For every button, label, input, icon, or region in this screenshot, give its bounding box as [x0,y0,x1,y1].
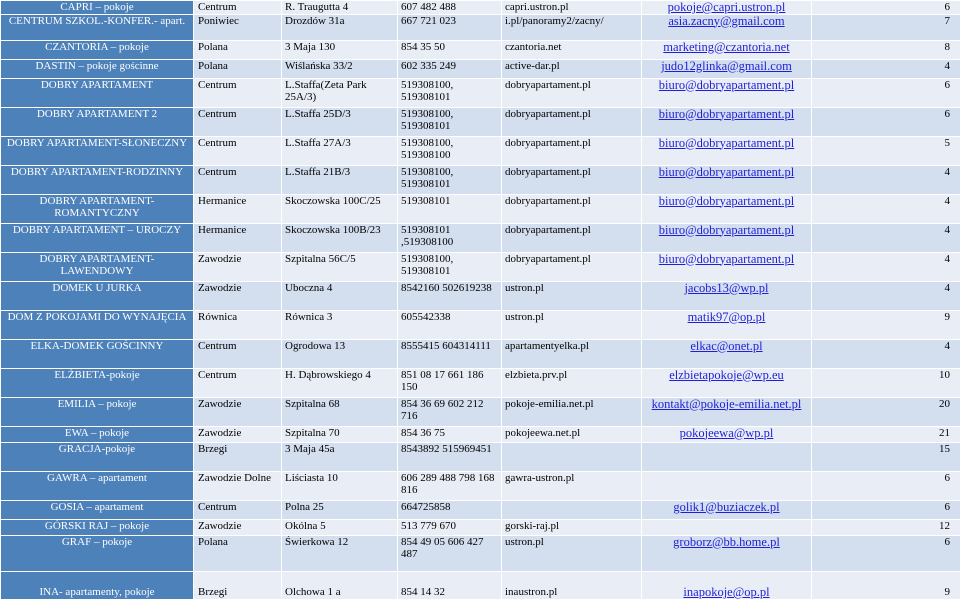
email-link[interactable]: biuro@dobryapartament.pl [658,223,795,237]
table-row [1,165,960,194]
row-phone: 519308100, 519308101 [398,252,502,281]
table-row [1,339,960,368]
row-name: GRACJA-pokoje [1,442,194,471]
email-link[interactable]: elzbietapokoje@wp.eu [669,368,784,382]
row-phone: 854 14 32 [398,571,502,599]
row-address: Uboczna 4 [282,281,398,310]
row-count: 15 [812,442,960,471]
row-address: Skoczowska 100C/25 [282,194,398,223]
email-link[interactable]: biuro@dobryapartament.pl [658,136,795,150]
row-name: DOBRY APARTAMENT-RODZINNY [1,165,194,194]
row-email-cell [642,281,812,310]
row-count: 4 [812,165,960,194]
row-phone: 854 35 50 [398,40,502,59]
row-count: 8 [812,40,960,59]
row-name: ELKA-DOMEK GOŚCINNY [1,339,194,368]
row-address: R. Traugutta 4 [282,1,398,15]
row-email-cell [642,397,812,426]
row-place: Centrum [194,368,282,397]
row-phone: 851 08 17 661 186 150 [398,368,502,397]
row-count: 6 [812,535,960,571]
row-phone: 854 49 05 606 427 487 [398,535,502,571]
row-name: ELŻBIETA-pokoje [1,368,194,397]
row-address: Polna 25 [282,500,398,519]
row-name: DOMEK U JURKA [1,281,194,310]
row-address: 3 Maja 45a [282,442,398,471]
row-count: 5 [812,136,960,165]
row-place: Centrum [194,136,282,165]
row-name: CENTRUM SZKOL.-KONFER.- apart. [1,14,194,40]
table-row [1,535,960,571]
email-link[interactable]: biuro@dobryapartament.pl [658,165,795,179]
row-place: Hermanice [194,223,282,252]
row-count: 9 [812,571,960,599]
email-link[interactable]: groborz@bb.home.pl [673,535,780,549]
row-email-cell [642,252,812,281]
row-count: 10 [812,368,960,397]
row-website: elzbieta.prv.pl [502,368,642,397]
row-count: 20 [812,397,960,426]
row-website: pokojeewa.net.pl [502,426,642,442]
row-count: 21 [812,426,960,442]
row-website: dobryapartament.pl [502,223,642,252]
row-name: GAWRA – apartament [1,471,194,500]
row-count: 6 [812,107,960,136]
row-count: 6 [812,471,960,500]
row-email-cell [642,223,812,252]
table-row [1,281,960,310]
row-phone: 606 289 488 798 168 816 [398,471,502,500]
row-website: ustron.pl [502,310,642,339]
email-link[interactable]: pokojeewa@wp.pl [679,426,774,440]
row-place: Brzegi [194,442,282,471]
row-phone: 8543892 515969451 [398,442,502,471]
row-email-cell [642,194,812,223]
email-link[interactable]: asia.zacny@gmail.com [668,14,785,28]
row-place: Polana [194,535,282,571]
row-phone: 8542160 502619238 [398,281,502,310]
row-phone: 605542338 [398,310,502,339]
row-count: 12 [812,519,960,535]
row-address: Świerkowa 12 [282,535,398,571]
row-place: Centrum [194,107,282,136]
email-link[interactable]: biuro@dobryapartament.pl [658,252,795,266]
row-phone: 519308100, 519308101 [398,165,502,194]
row-email-cell [642,471,812,500]
table-row [1,107,960,136]
row-name: DOBRY APARTAMENT [1,78,194,107]
row-name: DOBRY APARTAMENT-SŁONECZNY [1,136,194,165]
row-address: L.Staffa 27A/3 [282,136,398,165]
row-phone: 664725858 [398,500,502,519]
row-phone: 602 335 249 [398,59,502,78]
row-address: Wiślańska 33/2 [282,59,398,78]
email-link[interactable]: biuro@dobryapartament.pl [658,78,795,92]
row-place: Polana [194,59,282,78]
row-email-cell [642,339,812,368]
row-place: Centrum [194,500,282,519]
table-row [1,368,960,397]
row-address: Olchowa 1 a [282,571,398,599]
row-email-cell [642,136,812,165]
row-website: ustron.pl [502,535,642,571]
row-address: L.Staffa 25D/3 [282,107,398,136]
row-address: Szpitalna 56C/5 [282,252,398,281]
row-website [502,500,642,519]
row-email-cell [642,310,812,339]
row-place: Zawodzie [194,426,282,442]
row-email-cell [642,1,812,15]
row-address: L.Staffa(Zeta Park 25A/3) [282,78,398,107]
row-website: gorski-raj.pl [502,519,642,535]
row-email-cell [642,571,812,599]
row-email-cell [642,442,812,471]
row-phone: 519308101 ,519308100 [398,223,502,252]
row-name: GRAF – pokoje [1,535,194,571]
row-place: Zawodzie [194,519,282,535]
row-website: i.pl/panoramy2/zacny/ [502,14,642,40]
table-row [1,571,960,599]
table-row [1,1,960,15]
row-website: inaustron.pl [502,571,642,599]
table-row [1,223,960,252]
table-row [1,310,960,339]
row-name: GÓRSKI RAJ – pokoje [1,519,194,535]
row-email-cell [642,368,812,397]
email-link[interactable]: pokoje@capri.ustron.pl [667,0,786,14]
row-place: Zawodzie [194,252,282,281]
email-link[interactable]: inapokoje@op.pl [683,585,770,599]
row-place: Poniwiec [194,14,282,40]
row-address: Szpitalna 70 [282,426,398,442]
row-website: ustron.pl [502,281,642,310]
row-place: Brzegi [194,571,282,599]
table-row [1,78,960,107]
row-count: 4 [812,339,960,368]
email-link[interactable]: matik97@op.pl [687,310,766,324]
row-phone: 519308101 [398,194,502,223]
row-address: Drozdów 31a [282,14,398,40]
row-count: 4 [812,223,960,252]
row-email-cell [642,78,812,107]
row-website: dobryapartament.pl [502,165,642,194]
row-place: Polana [194,40,282,59]
row-website: pokoje-emilia.net.pl [502,397,642,426]
row-website: dobryapartament.pl [502,78,642,107]
row-email-cell [642,14,812,40]
row-name: INA- apartamenty, pokoje [1,571,194,599]
row-phone: 854 36 69 602 212 716 [398,397,502,426]
row-count: 4 [812,281,960,310]
row-address: Szpitalna 68 [282,397,398,426]
row-email-cell [642,519,812,535]
row-name: GOSIA – apartament [1,500,194,519]
row-count: 7 [812,14,960,40]
row-name: DASTIN – pokoje gościnne [1,59,194,78]
row-place: Zawodzie [194,397,282,426]
row-address: 3 Maja 130 [282,40,398,59]
row-website: dobryapartament.pl [502,194,642,223]
row-place: Równica [194,310,282,339]
row-count: 4 [812,59,960,78]
row-name: DOBRY APARTAMENT-ROMANTYCZNY [1,194,194,223]
row-name: DOBRY APARTAMENT – UROCZY [1,223,194,252]
email-link[interactable]: jacobs13@wp.pl [684,281,769,295]
row-email-cell [642,59,812,78]
row-phone: 607 482 488 [398,1,502,15]
email-link[interactable]: kontakt@pokoje-emilia.net.pl [651,397,802,411]
row-place: Zawodzie [194,281,282,310]
table-row [1,40,960,59]
row-website: gawra-ustron.pl [502,471,642,500]
row-email-cell [642,40,812,59]
row-phone: 519308100, 519308100 [398,136,502,165]
email-link[interactable]: elkac@onet.pl [690,339,763,353]
table-row [1,194,960,223]
row-phone: 8555415 604314111 [398,339,502,368]
table-row [1,59,960,78]
row-address: Równica 3 [282,310,398,339]
row-website [502,442,642,471]
row-phone: 667 721 023 [398,14,502,40]
row-count: 6 [812,500,960,519]
row-phone: 519308100, 519308101 [398,78,502,107]
row-place: Zawodzie Dolne [194,471,282,500]
row-name: CZANTORIA – pokoje [1,40,194,59]
row-address: Okólna 5 [282,519,398,535]
row-place: Centrum [194,78,282,107]
row-website: czantoria.net [502,40,642,59]
row-website: dobryapartament.pl [502,136,642,165]
row-email-cell [642,107,812,136]
table-row [1,136,960,165]
row-website: capri.ustron.pl [502,1,642,15]
row-email-cell [642,500,812,519]
row-place: Centrum [194,1,282,15]
table-row [1,252,960,281]
row-count: 4 [812,194,960,223]
row-name: EWA – pokoje [1,426,194,442]
email-link[interactable]: golik1@buziaczek.pl [673,500,780,514]
email-link[interactable]: marketing@czantoria.net [663,40,790,54]
row-place: Centrum [194,339,282,368]
table-row [1,519,960,535]
table-row [1,397,960,426]
table-row [1,14,960,40]
row-email-cell [642,426,812,442]
row-address: L.Staffa 21B/3 [282,165,398,194]
row-place: Hermanice [194,194,282,223]
row-phone: 513 779 670 [398,519,502,535]
row-address: Skoczowska 100B/23 [282,223,398,252]
row-phone: 854 36 75 [398,426,502,442]
row-count: 6 [812,1,960,15]
row-address: Liściasta 10 [282,471,398,500]
row-phone: 519308100, 519308101 [398,107,502,136]
table-row [1,426,960,442]
row-address: Ogrodowa 13 [282,339,398,368]
row-count: 4 [812,252,960,281]
row-address: H. Dąbrowskiego 4 [282,368,398,397]
row-website: dobryapartament.pl [502,252,642,281]
email-link[interactable]: judo12glinka@gmail.com [661,59,792,73]
email-link[interactable]: biuro@dobryapartament.pl [658,194,795,208]
row-count: 9 [812,310,960,339]
row-email-cell [642,165,812,194]
row-website: active-dar.pl [502,59,642,78]
table-row [1,471,960,500]
row-name: DOM Z POKOJAMI DO WYNAJĘCIA [1,310,194,339]
table-row [1,500,960,519]
row-website: apartamentyelka.pl [502,339,642,368]
row-name: CAPRI – pokoje [1,1,194,15]
table-row [1,442,960,471]
row-name: DOBRY APARTAMENT 2 [1,107,194,136]
row-email-cell [642,535,812,571]
row-place: Centrum [194,165,282,194]
row-count: 6 [812,78,960,107]
row-name: EMILIA – pokoje [1,397,194,426]
row-website: dobryapartament.pl [502,107,642,136]
row-name: DOBRY APARTAMENT-LAWENDOWY [1,252,194,281]
email-link[interactable]: biuro@dobryapartament.pl [658,107,795,121]
